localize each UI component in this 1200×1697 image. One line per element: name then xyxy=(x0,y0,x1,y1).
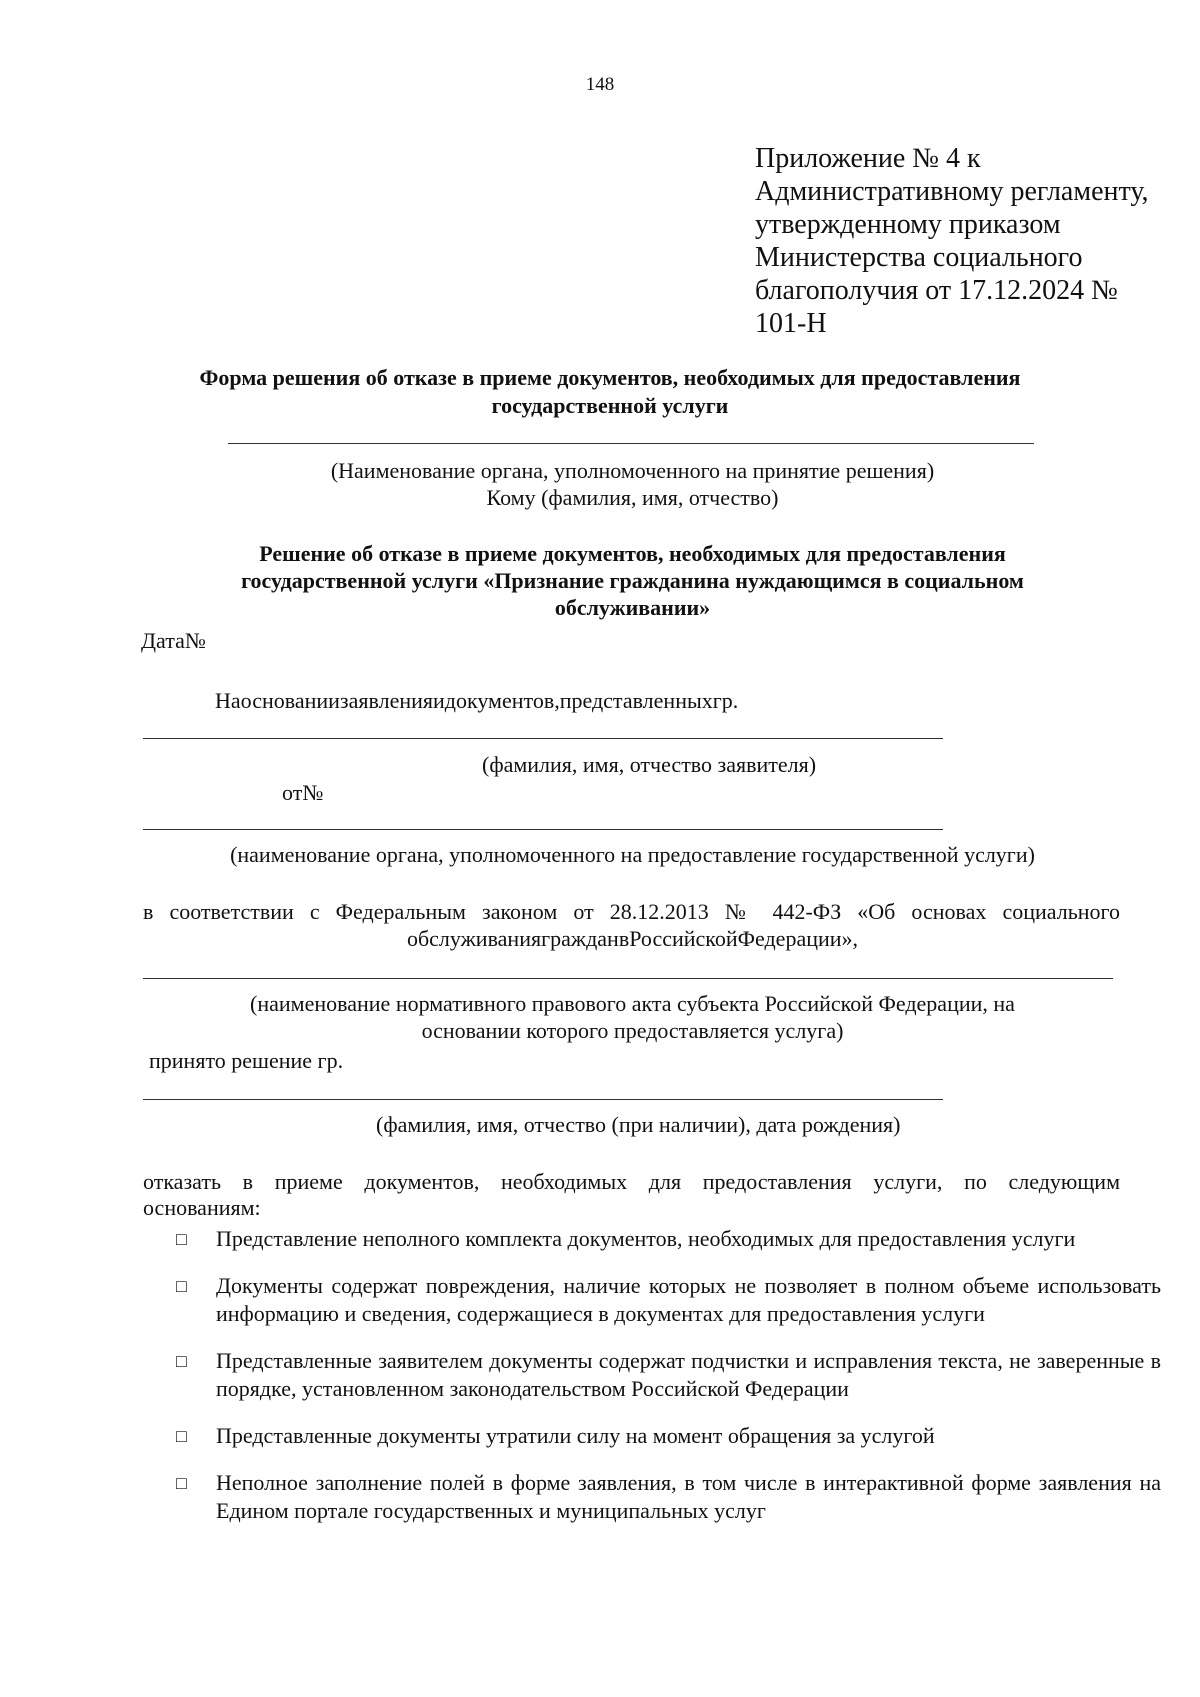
service-authority-caption: (наименование органа, уполномоченного на предоставление государственной услуги) xyxy=(230,842,1035,867)
decision-title-line: Решение об отказе в приеме документов, необходимых для предоставления xyxy=(259,541,1006,566)
appendix-line: Приложение № 4 к xyxy=(755,143,981,174)
regional-act-caption-line: основании которого предоставляется услуга) xyxy=(421,1018,844,1043)
ground-item xyxy=(176,1225,1161,1253)
regional-act-caption xyxy=(140,990,1125,1044)
refuse-text-line: отказать в приеме документов, необходимых для предоставления услуги, по следующим xyxy=(143,1169,1120,1194)
page-number: 148 xyxy=(585,74,615,95)
appendix-line: Административному регламенту, xyxy=(755,176,1149,207)
ground-text: Документы содержат повреждения, наличие которых не позволяет в полном объеме использовать информацию и сведения, содержащиеся в документах для предоставления услуги xyxy=(216,1273,1161,1326)
regional-act-caption-line: (наименование нормативного правового акта субъекта Российской Федерации, на xyxy=(250,991,1015,1016)
grounds-list xyxy=(176,1225,1161,1544)
checkbox[interactable]: □ xyxy=(176,1229,187,1249)
ground-text: Неполное заполнение полей в форме заявления, в том числе в интерактивной форме заявления на Едином портале государственных и муниципальных услуг xyxy=(216,1470,1161,1523)
ground-text: Представленные документы утратили силу на момент обращения за услугой xyxy=(216,1423,935,1448)
ground-text: Представленные заявителем документы содержат подчистки и исправления текста, не заверенные в порядке, установленном законодательством Российской Федерации xyxy=(216,1348,1161,1401)
appendix-line: благополучия от 17.12.2024 № xyxy=(755,275,1118,306)
to-caption: Кому (фамилия, имя, отчество) xyxy=(486,485,779,510)
checkbox[interactable]: □ xyxy=(176,1276,187,1296)
form-title xyxy=(120,364,1100,420)
ground-item xyxy=(176,1469,1161,1525)
appendix-line: утвержденному приказом xyxy=(755,209,1061,240)
ground-item xyxy=(176,1422,1161,1450)
appendix-line: 101-Н xyxy=(755,308,827,339)
authority-blank-line[interactable] xyxy=(228,443,1034,444)
form-title-line: государственной услуги xyxy=(491,393,729,418)
checkbox[interactable]: □ xyxy=(176,1351,187,1371)
ground-item xyxy=(176,1272,1161,1328)
ground-text: Представление неполного комплекта документов, необходимых для предоставления услуги xyxy=(216,1226,1076,1251)
checkbox[interactable]: □ xyxy=(176,1473,187,1493)
applicant-blank-line[interactable] xyxy=(143,738,943,739)
from-number-field: от№ xyxy=(282,780,324,805)
citizen-caption: (фамилия, имя, отчество (при наличии), дата рождения) xyxy=(376,1112,901,1137)
citizen-blank-line[interactable] xyxy=(143,1099,943,1100)
decision-made-text: принято решение гр. xyxy=(149,1048,344,1073)
refuse-text-line: основаниям: xyxy=(143,1195,261,1220)
decision-title xyxy=(140,540,1125,621)
law-text-line: в соответствии с Федеральным законом от 28.12.2013 № 442-ФЗ «Об основах социального xyxy=(143,899,1120,924)
law-text-line: обслуживаниягражданвРоссийскойФедерации», xyxy=(406,926,859,951)
ground-item xyxy=(176,1347,1161,1403)
basis-text: Наоснованиизаявленияидокументов,представленныхгр. xyxy=(215,688,739,713)
applicant-caption: (фамилия, имя, отчество заявителя) xyxy=(482,752,817,777)
decision-title-line: государственной услуги «Признание гражданина нуждающимся в социальном xyxy=(241,568,1024,593)
date-number-field: Дата№ xyxy=(141,628,206,653)
decision-title-line: обслуживании» xyxy=(554,595,711,620)
checkbox[interactable]: □ xyxy=(176,1426,187,1446)
regional-act-blank-line[interactable] xyxy=(143,978,1113,979)
appendix-reference xyxy=(755,142,1175,340)
form-title-line: Форма решения об отказе в приеме документов, необходимых для предоставления xyxy=(199,365,1021,390)
authority-caption: (Наименование органа, уполномоченного на принятие решения) xyxy=(330,458,935,483)
appendix-line: Министерства социального xyxy=(755,242,1083,273)
service-authority-blank-line[interactable] xyxy=(143,829,943,830)
